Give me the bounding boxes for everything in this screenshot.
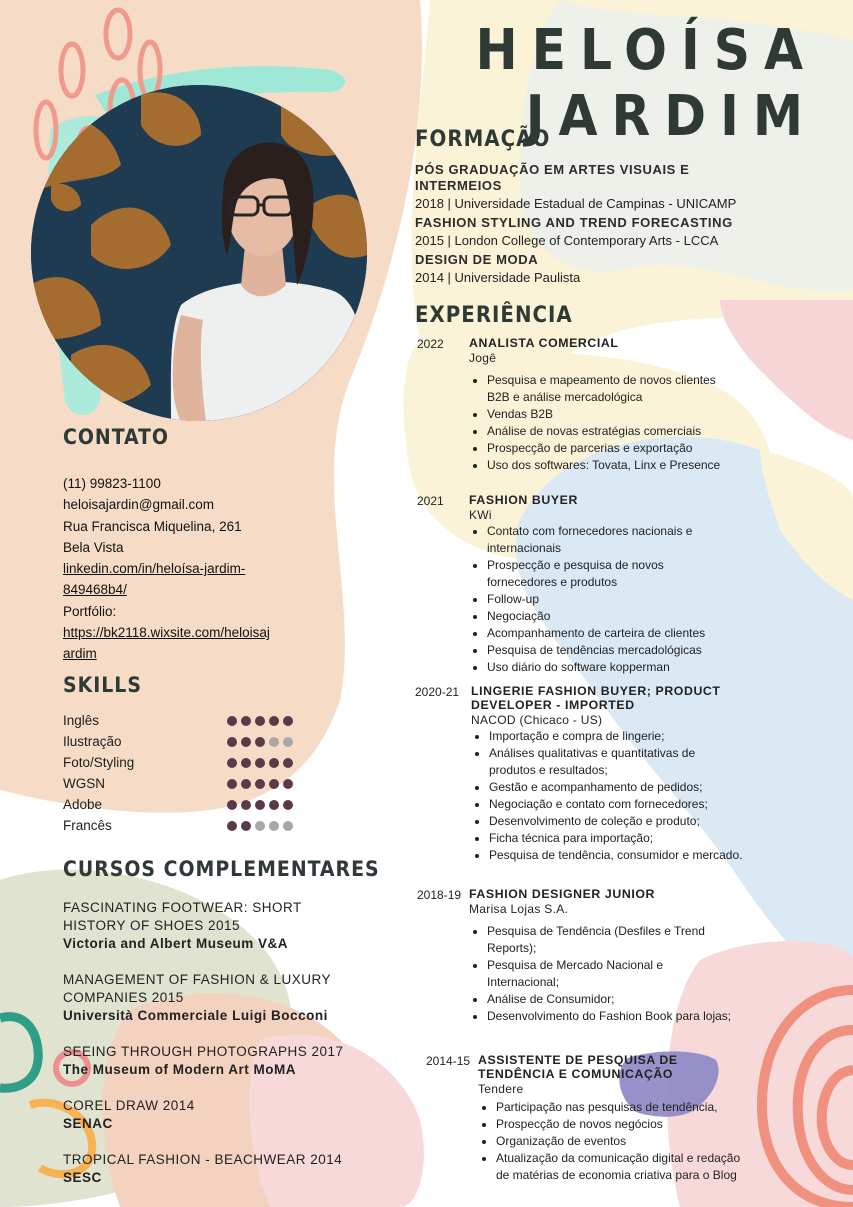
experience-bullets bbox=[469, 923, 737, 1025]
bullet-item: • Acompanhamento de carteira de clientes bbox=[487, 625, 737, 642]
contact-heading: CONTATO bbox=[63, 425, 169, 449]
bullet-item: • Vendas B2B bbox=[487, 406, 737, 423]
education-item bbox=[415, 162, 815, 214]
bullet-item: • Desenvolvimento de coleção e produto; bbox=[489, 813, 745, 830]
course-item bbox=[63, 971, 331, 1025]
education-detail: 2015 | London College of Contemporary Arts - LCCA bbox=[415, 233, 719, 248]
skill-dot-filled bbox=[241, 779, 251, 789]
experience-item bbox=[417, 887, 737, 1025]
profile-photo bbox=[31, 85, 367, 421]
skill-dot-filled bbox=[283, 758, 293, 768]
course-school: Victoria and Albert Museum V&A bbox=[63, 936, 289, 951]
skill-row bbox=[63, 710, 293, 731]
experience-heading: EXPERIÊNCIA bbox=[415, 303, 573, 328]
skill-name: WGSN bbox=[63, 776, 105, 791]
bullet-item: • Pesquisa de tendências mercadológicas bbox=[487, 642, 737, 659]
experience-bullets bbox=[469, 372, 737, 474]
experience-company: Jogê bbox=[469, 351, 497, 365]
experience-item bbox=[426, 1053, 746, 1184]
experience-item bbox=[417, 336, 737, 474]
bullet-item: • Pesquisa de Tendência (Desfiles e Trend Reports); bbox=[487, 923, 737, 957]
skill-row bbox=[63, 815, 293, 836]
skill-dot-filled bbox=[227, 779, 237, 789]
skill-dot-filled bbox=[269, 779, 279, 789]
experience-role-line-2: DEVELOPER - IMPORTED bbox=[471, 698, 635, 712]
bullet-item: • Prospecção de novos negócios bbox=[496, 1116, 746, 1133]
linkedin-link-line-1[interactable]: linkedin.com/in/heloísa-jardim- bbox=[63, 561, 246, 577]
bullet-item: • Participação nas pesquisas de tendência, bbox=[496, 1099, 746, 1116]
skill-name: Adobe bbox=[63, 797, 103, 812]
bullet-item: • Follow-up bbox=[487, 591, 737, 608]
bullet-item: • Uso diário do software kopperman bbox=[487, 659, 737, 676]
skill-dot-filled bbox=[283, 779, 293, 789]
experience-role: LINGERIE FASHION BUYER; PRODUCT bbox=[471, 684, 721, 698]
experience-role: ANALISTA COMERCIAL bbox=[469, 336, 619, 350]
skill-dot-filled bbox=[269, 716, 279, 726]
arm bbox=[173, 315, 206, 421]
course-school: SENAC bbox=[63, 1116, 113, 1131]
skill-rating bbox=[227, 800, 293, 810]
experience-company: NACOD (Chicaco - US) bbox=[471, 713, 603, 727]
portfolio-label: Portfólio: bbox=[63, 603, 117, 619]
course-title-line-1: COREL DRAW 2014 bbox=[63, 1098, 195, 1113]
bullet-item: • Prospecção de parcerias e exportação bbox=[487, 440, 737, 457]
education-detail: 2018 | Universidade Estadual de Campinas - UNICAMP bbox=[415, 196, 737, 211]
education-title: PÓS GRADUAÇÃO EM ARTES VISUAIS E bbox=[415, 162, 690, 177]
course-title-line-1: TROPICAL FASHION - BEACHWEAR 2014 bbox=[63, 1152, 343, 1167]
bullet-item: • Prospecção e pesquisa de novos fornecedores e produtos bbox=[487, 557, 737, 591]
bullet-item: • Análise de Consumidor; bbox=[487, 991, 737, 1008]
experience-role: ASSISTENTE DE PESQUISA DE bbox=[478, 1053, 678, 1067]
skill-dot-empty bbox=[283, 737, 293, 747]
skill-name: Francês bbox=[63, 818, 112, 833]
contact-phone[interactable]: (11) 99823-1100 bbox=[63, 476, 161, 491]
course-item bbox=[63, 1097, 195, 1133]
skill-dot-empty bbox=[283, 821, 293, 831]
contact-email[interactable]: heloisajardin@gmail.com bbox=[63, 497, 215, 513]
experience-company: Tendere bbox=[478, 1082, 524, 1096]
course-school: The Museum of Modern Art MoMA bbox=[63, 1062, 296, 1077]
bullet-item: • Contato com fornecedores nacionais e internacionais bbox=[487, 523, 737, 557]
bullet-item: • Negociação e contato com fornecedores; bbox=[489, 796, 745, 813]
education-list bbox=[415, 162, 815, 289]
bullet-item: • Pesquisa e mapeamento de novos clientes B2B e análise mercadológica bbox=[487, 372, 737, 406]
skill-rating bbox=[227, 716, 293, 726]
experience-bullets bbox=[478, 1099, 746, 1184]
experience-year: 2022 bbox=[417, 337, 444, 351]
skill-dot-filled bbox=[269, 800, 279, 810]
skill-dot-empty bbox=[269, 737, 279, 747]
skill-dot-empty bbox=[255, 821, 265, 831]
courses-heading: CURSOS COMPLEMENTARES bbox=[63, 857, 380, 881]
experience-role-line-2: TENDÊNCIA E COMUNICAÇÃO bbox=[478, 1067, 674, 1081]
course-title-line-1: SEEING THROUGH PHOTOGRAPHS 2017 bbox=[63, 1044, 344, 1059]
experience-bullets bbox=[469, 523, 737, 676]
linkedin-link-line-2[interactable]: 849468b4/ bbox=[63, 582, 127, 598]
skill-name: Inglês bbox=[63, 713, 100, 728]
bullet-item: • Desenvolvimento do Fashion Book para lojas; bbox=[487, 1008, 737, 1025]
skill-dot-filled bbox=[241, 800, 251, 810]
experience-item bbox=[417, 493, 737, 676]
bullet-item: • Atualização da comunicação digital e redação de matérias de economia criativa para o Blog bbox=[496, 1150, 746, 1184]
contact-block bbox=[63, 473, 323, 665]
skill-row bbox=[63, 731, 293, 752]
course-school: Università Commerciale Luigi Bocconi bbox=[63, 1008, 328, 1023]
bullet-item: • Gestão e acompanhamento de pedidos; bbox=[489, 779, 745, 796]
experience-year: 2021 bbox=[417, 494, 444, 508]
skill-row bbox=[63, 773, 293, 794]
skill-dot-filled bbox=[227, 737, 237, 747]
bullet-item: • Análises qualitativas e quantitativas de produtos e resultados; bbox=[489, 745, 745, 779]
skill-dot-filled bbox=[255, 737, 265, 747]
portfolio-link-line-1[interactable]: https://bk2118.wixsite.com/heloisaj bbox=[63, 625, 270, 641]
bullet-item: • Ficha técnica para importação; bbox=[489, 830, 745, 847]
education-item bbox=[415, 252, 815, 288]
bullet-item: • Organização de eventos bbox=[496, 1133, 746, 1150]
experience-item bbox=[415, 684, 745, 864]
bullet-item: • Uso dos softwares: Tovata, Linx e Presence bbox=[487, 457, 737, 474]
experience-company: KWi bbox=[469, 508, 492, 522]
skill-dot-filled bbox=[283, 800, 293, 810]
course-title-line-2: COMPANIES 2015 bbox=[63, 990, 184, 1005]
skill-dot-filled bbox=[241, 716, 251, 726]
skill-row bbox=[63, 794, 293, 815]
course-item bbox=[63, 1151, 342, 1187]
experience-year: 2020-21 bbox=[415, 685, 460, 699]
course-school: SESC bbox=[63, 1170, 102, 1185]
experience-year: 2014-15 bbox=[426, 1054, 471, 1068]
bullet-item: • Pesquisa de Mercado Nacional e Internacional; bbox=[487, 957, 737, 991]
portrait-illustration bbox=[31, 85, 367, 421]
experience-company: Marisa Lojas S.A. bbox=[469, 902, 569, 916]
experience-bullets bbox=[471, 728, 745, 864]
skill-dot-empty bbox=[269, 821, 279, 831]
skill-dot-filled bbox=[255, 758, 265, 768]
skill-dot-filled bbox=[241, 737, 251, 747]
skill-dot-filled bbox=[241, 821, 251, 831]
experience-role: FASHION BUYER bbox=[469, 493, 578, 507]
skill-name: Ilustração bbox=[63, 734, 122, 749]
contact-street: Rua Francisca Miquelina, 261 bbox=[63, 518, 242, 534]
education-detail: 2014 | Universidade Paulista bbox=[415, 270, 581, 285]
education-item bbox=[415, 215, 815, 251]
skill-dot-filled bbox=[227, 821, 237, 831]
skill-dot-filled bbox=[227, 716, 237, 726]
bullet-item: • Importação e compra de lingerie; bbox=[489, 728, 745, 745]
contact-district: Bela Vista bbox=[63, 539, 124, 555]
education-title: DESIGN DE MODA bbox=[415, 252, 539, 267]
education-title: FASHION STYLING AND TREND FORECASTING bbox=[415, 215, 733, 230]
skill-name: Foto/Styling bbox=[63, 755, 135, 770]
last-name: JARDIM bbox=[525, 84, 817, 149]
portfolio-link-line-2[interactable]: ardim bbox=[63, 646, 97, 662]
skill-rating bbox=[227, 821, 293, 831]
skill-dot-filled bbox=[241, 758, 251, 768]
course-item bbox=[63, 899, 302, 953]
course-title-line-1: MANAGEMENT OF FASHION & LUXURY bbox=[63, 972, 332, 987]
skill-dot-filled bbox=[283, 716, 293, 726]
experience-role: FASHION DESIGNER JUNIOR bbox=[469, 887, 655, 901]
skills-heading: SKILLS bbox=[63, 673, 142, 697]
skill-dot-filled bbox=[227, 800, 237, 810]
skill-rating bbox=[227, 758, 293, 768]
bullet-item: • Negociação bbox=[487, 608, 737, 625]
skill-rating bbox=[227, 779, 293, 789]
skill-rating bbox=[227, 737, 293, 747]
skill-dot-filled bbox=[227, 758, 237, 768]
bullet-item: • Pesquisa de tendência, consumidor e mercado. bbox=[489, 847, 745, 864]
course-item bbox=[63, 1043, 344, 1079]
course-title-line-1: FASCINATING FOOTWEAR: SHORT bbox=[63, 900, 302, 915]
skill-row bbox=[63, 752, 293, 773]
bullet-item: • Análise de novas estratégias comerciais bbox=[487, 423, 737, 440]
course-title-line-2: HISTORY OF SHOES 2015 bbox=[63, 918, 241, 933]
experience-year: 2018-19 bbox=[417, 888, 462, 902]
first-name: HELOÍSA bbox=[475, 18, 817, 83]
skills-list bbox=[63, 710, 293, 836]
skill-dot-filled bbox=[255, 779, 265, 789]
education-heading: FORMAÇÃO bbox=[415, 127, 551, 152]
skill-dot-filled bbox=[255, 716, 265, 726]
skill-dot-filled bbox=[269, 758, 279, 768]
education-title-line-2: INTERMEIOS bbox=[415, 178, 502, 193]
skill-dot-filled bbox=[255, 800, 265, 810]
